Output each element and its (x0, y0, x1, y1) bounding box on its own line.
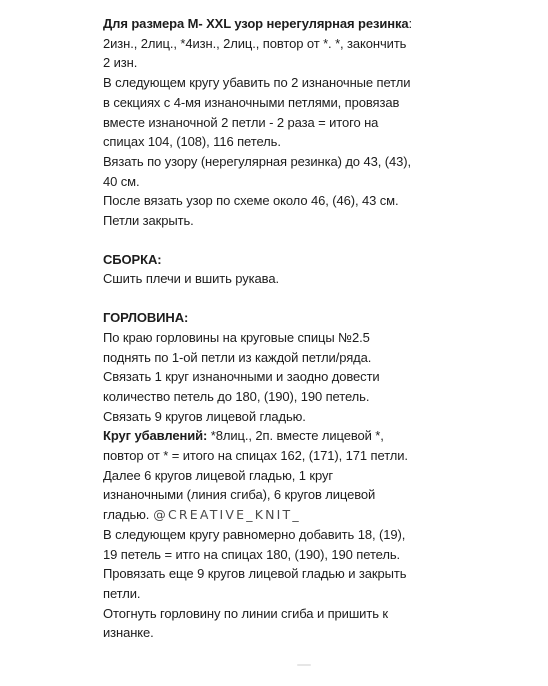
size-line-10: Петли закрыть. (103, 213, 194, 229)
neck-line-14: петли. (103, 585, 141, 601)
neck-line-4: количество петель до 180, (190), 190 петель. (103, 388, 370, 404)
neck-line-9: изнаночными (линия сгиба), 6 кругов лицевой (103, 487, 376, 503)
neck-line-2: поднять по 1-ой петли из каждой петли/ряда. (103, 349, 372, 365)
size-heading-line (103, 14, 533, 34)
size-line-6: спицах 104, (108), 116 петель. (103, 134, 281, 150)
size-line-3: В следующем кругу убавить по 2 изнаночные петли (103, 75, 411, 91)
neck-line-1: По краю горловины на круговые спицы №2.5 (103, 329, 370, 345)
neck-line-3: Связать 1 круг изнаночными и заодно довести (103, 369, 380, 385)
neck-line-15: Отогнуть горловину по линии сгиба и пришить к (103, 605, 388, 621)
knitting-pattern-page (103, 14, 533, 643)
decrease-line (103, 426, 533, 446)
size-line-9: После вязать узор по схеме около 46, (46), 43 см. (103, 193, 399, 209)
assembly-line-1: Сшить плечи и вшить рукава. (103, 271, 279, 287)
size-heading: Для размера M- XXL узор нерегулярная резинка (103, 16, 409, 31)
page-indicator-dot (297, 664, 311, 666)
neck-line-7: повтор от * = итого на спицах 162, (171), 171 петли. (103, 448, 408, 464)
size-line-5: вместе изнаночной 2 петли - 2 раза = итого на (103, 114, 379, 130)
decrease-text: *8лиц., 2п. вместе лицевой *, (207, 428, 384, 444)
assembly-heading: СБОРКА: (103, 251, 162, 267)
neck-heading: ГОРЛОВИНА: (103, 310, 189, 326)
size-line-2: 2 изн. (103, 55, 138, 71)
neck-line-5: Связать 9 кругов лицевой гладью. (103, 408, 306, 424)
size-line-1: 2изн., 2лиц., *4изн., 2лиц., повтор от *. *, закончить (103, 35, 407, 51)
size-heading-suffix: : (408, 16, 413, 31)
size-line-7: Вязать по узору (нерегулярная резинка) до 43, (43), (103, 153, 411, 169)
neck-line-11: В следующем кругу равномерно добавить 18, (19), (103, 526, 406, 542)
neck-line-16: изнанке. (103, 625, 154, 641)
neck-line-10: гладью. (103, 507, 150, 523)
section-spacer (103, 231, 533, 250)
size-line-4: в секциях с 4-мя изнаночными петлями, провязав (103, 94, 400, 110)
neck-line-12: 19 петель = итго на спицах 180, (190), 190 петель. (103, 546, 401, 562)
decrease-label: Круг убавлений: (103, 428, 208, 444)
watermark-line (103, 505, 533, 525)
section-spacer (103, 289, 533, 308)
size-line-8: 40 см. (103, 173, 140, 189)
neck-line-13: Провязать еще 9 кругов лицевой гладью и закрыть (103, 566, 407, 582)
creative-knit-watermark: @CREATIVE_KNIT_ (153, 507, 301, 523)
neck-line-8: Далее 6 кругов лицевой гладью, 1 круг (103, 467, 334, 483)
